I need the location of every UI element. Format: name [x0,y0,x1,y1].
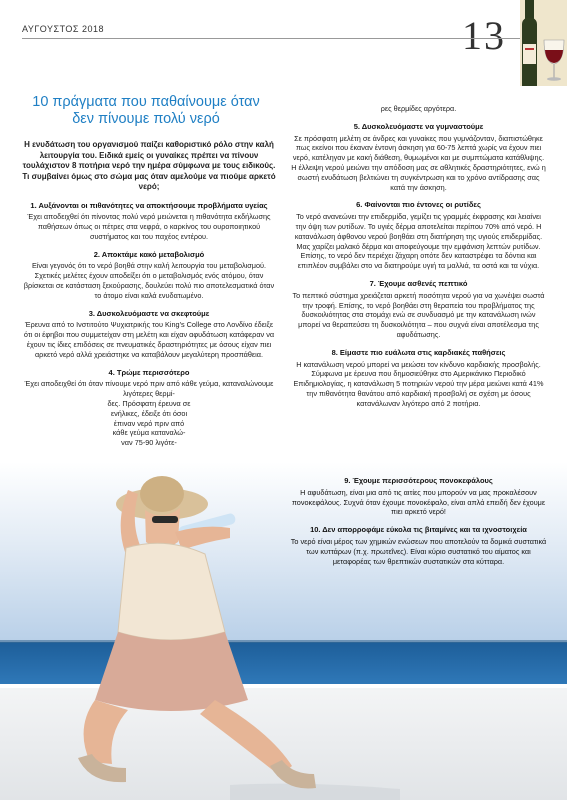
section-7-body: Το πεπτικό σύστημα χρειάζεται αρκετή ποσότητα νερού για να χωνέψει σωστά την τροφή. Επίσης, το νερό βοηθάει στη θεραπεία του προβλήματος της δυσκοιλιότητας στα στομάχι ενώ σε συνδυασμό με την κατανάλωση ινών μπορεί να θεραπεύσει τη δυσκοιλιότητα – που συχνά είναι αποτέλεσμα της αφυδάτωσης. [292,290,545,339]
page-number: 13 [462,13,506,58]
header-divider [22,38,537,39]
section-4-continuation: ρες θερμίδες αργότερα. [380,104,457,113]
article-lead: Η ενυδάτωση του οργανισμού παίζει καθοριστικό ρόλο στην καλή λειτουργία του. Ειδικά εμείς οι γυναίκες πρέπει να πίνουν τουλάχιστον 8 ποτήρια νερό την ημέρα σύμφωνα με τους ειδικούς. Τι συμβαίνει όμως στο σώμα μας όταν αμελούμε να πιούμε αρκετό νερό; [22,140,276,191]
section-9-heading: 9. Έχουμε περισσότερους πονοκεφάλους [344,476,493,485]
article-title: 10 πράγματα που παθαίνουμε όταν δεν πίνουμε πολύ νερό [32,94,260,127]
section-1-heading: 1. Αυξάνονται οι πιθανότητες να αποκτήσουμε προβλήματα υγείας [30,200,268,210]
section-10-body: Το νερό είναι μέρος των χημικών ενώσεων που αποτελούν τα δομικά συστατικά των κυττάρων (π.χ. πρωτεΐνες). Είναι κύριο συστατικό του αίματος και μεταφορέας των θρεπτικών συστατικών στα κύτταρα. [290,536,547,566]
section-4-line: ενήλικες, έδειξε ότι όσοι [110,408,188,418]
section-4-line: κάθε γεύμα καταναλώ- [112,428,186,438]
section-4-line: ναν 75-90 λιγότε- [121,438,177,448]
section-4-heading: 4. Τρώμε περισσότερο [108,367,190,377]
section-8-body: Η κατανάλωση νερού μπορεί να μειώσει τον κίνδυνο καρδιακής προσβολής. Σύμφωνα με έρευνα που δημοσιεύθηκε στο Αμερικάνικο Περιοδικό Επιδημιολογίας, η κατανάλωση 5 ποτηριών νερού την μέρα μειώνει κατά 41% την πιθανότητα θανάτου από καρδιακή προσβολή σε σχέση με όσους κατανάλωναν λιγότερο από 2 ποτήρια. [293,359,544,408]
section-6-body: Το νερό ανανεώνει την επιδερμίδα, γεμίζει τις γραμμές έκφρασης και λειαίνει την όψη των ρυτίδων. Το υγιές δέρμα αποτελείται περίπου 70% από νερό. Η κατανάλωση άφθονου νερού βοηθάει στη διατήρηση της υγιούς επιδερμίδας. Μας χαρίζει μαλακό δέρμα και αποφεύγουμε την εμφάνιση λεπτών ρυτίδων. Επίσης, το νερό δεν περιέχει ζάχαρη οπότε δεν καταστρέφει τα δόντια και επιπλέον συμβάλει στο να διατηρούμε υγιή τα μαλλιά, τα οστά και τα νύχια. [294,212,543,271]
photo-overlay-text [290,476,547,574]
section-4 [20,368,278,448]
section-2-body: Είναι γεγονός ότι το νερό βοηθά στην καλή λειτουργία του μεταβολισμού. Σχετικές μελέτες έχουν αποδείξει ότι ο μεταβολισμός ενός ατόμου, όταν βρίσκεται σε κατάσταση ξεκούρασης, δουλεύει πολύ πιο αποτελεσματικά όταν το άτομο είναι καλά ενυδατωμένο. [23,261,275,300]
section-8-heading: 8. Είμαστε πιο ευάλωτα στις καρδιακές παθήσεις [331,347,506,357]
right-column [290,104,547,416]
section-2-heading: 2. Αποκτάμε κακό μεταβολισμό [93,249,205,259]
section-5-heading: 5. Δυσκολευόμαστε να γυμναστούμε [353,121,484,131]
section-3-body: Έρευνα από το Ινστιτούτο Ψυχιατρικής του King's College στο Λονδίνο έδειξε ότι οι έφηβοι που συμμετείχαν στη μελέτη και είχαν αφυδάτωση κατάφεραν να έχουν τις ίδιες επιδόσεις σε πνευματικές δραστηριότητες με όσους είχαν πιει αρκετό νερό αλλά χρειάστηκε να καταβάλουν μεγαλύτερη προσπάθεια. [23,320,275,359]
section-1-body: Έχει αποδειχθεί ότι πίνοντας πολύ νερό μειώνεται η πιθανότητα εκδήλωσης παθήσεων όπως οι πέτρες στα νεφρά, ο καρκίνος του ουροποιητικού συστήματος και του παχέος εντέρου. [27,212,271,241]
section-7-heading: 7. Έχουμε ασθενές πεπτικό [369,278,468,288]
section-4-line: έπιναν νερό πριν από [113,418,185,428]
wine-bottle-glass-image [520,0,567,86]
section-3-heading: 3. Δυσκολευόμαστε να σκεφτούμε [88,308,210,318]
section-6-heading: 6. Φαίνονται πιο έντονες οι ρυτίδες [356,200,481,210]
section-4-line: Έχει αποδειχθεί ότι όταν πίνουμε νερό πριν από κάθε γεύμα, καταναλώνουμε λιγότερες θερμί- [24,379,274,399]
section-4-line: δες. Πρόσφατη έρευνα σε [107,399,191,409]
section-5-body: Σε πρόσφατη μελέτη σε άνδρες και γυναίκες που γυμνάζονταν, διαπιστώθηκε πως εκείνοι που έκαναν έντονη άσκηση για 60-75 λεπτά χωρίς να έχουν πιει νερό, κατέληγαν με κακή διάθεση, θυμωμένοι και με συμπτώματα κατάθλιψης. Η έλλειψη νερού μειώνει την απόδοση μας σε αθλητικές δραστηριότητες, ενώ η σωστή ενυδάτωση βελτιώνει τη συγκέντρωση και το χρόνο αντίδρασης σας κατά την άσκηση. [291,133,546,192]
issue-date: ΑΥΓΟΥΣΤΟΣ 2018 [22,24,104,34]
section-10-heading: 10. Δεν απορροφάμε εύκολα τις βιταμίνες και τα ιχνοστοιχεία [310,525,527,535]
section-9-body: Η αφυδάτωση, είναι μια από τις αιτίες που μπορούν να μας προκαλέσουν πονοκεφάλους. Συχνά όταν έχουμε πονοκέφαλο, είναι απλά επειδή δεν έχουμε πιει αρκετό νερό! [291,487,546,517]
left-column [20,140,278,448]
